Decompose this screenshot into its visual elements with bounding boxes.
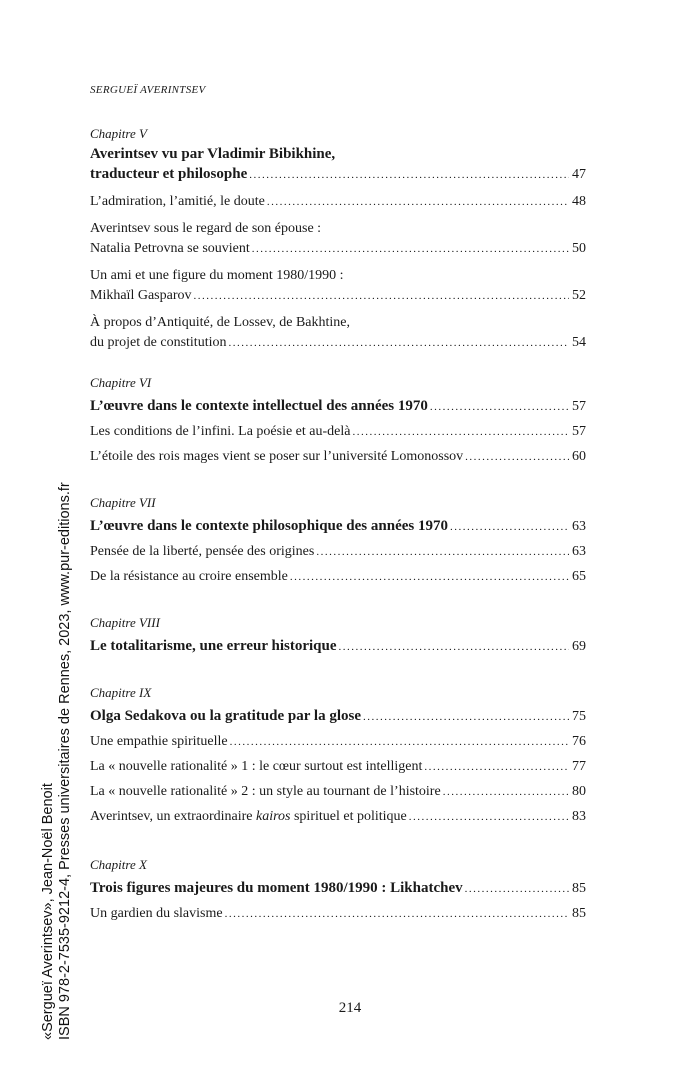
copyright-side-note [40,482,74,1040]
page-ref: 47 [572,167,586,182]
toc-entry-chapter-title[interactable] [90,396,586,417]
page-ref: 80 [572,784,586,799]
toc-entry[interactable] [90,447,586,467]
section-title-line: Natalia Petrovna se souvient [90,241,250,256]
dot-leader [230,732,569,752]
page-number: 214 [338,1000,362,1016]
toc-entry[interactable] [90,239,586,259]
toc-entry[interactable] [90,782,586,802]
chapter-label: Chapitre VIII [90,615,160,630]
dot-leader [409,807,569,827]
chapter-title: Olga Sedakova ou la gratitude par la glose [90,708,361,724]
dot-leader [252,239,569,259]
dot-leader [339,637,570,657]
dot-leader [225,904,569,924]
toc-entry[interactable] [90,542,586,562]
page-ref: 65 [572,569,586,584]
chapter-label: Chapitre VII [90,495,156,510]
section-title: De la résistance au croire ensemble [90,569,288,584]
toc-entry[interactable] [90,286,586,306]
dot-leader [465,447,569,467]
dot-leader [363,707,569,727]
section-title-line: du projet de constitution [90,335,227,350]
section-title: Les conditions de l’infini. La poésie et au-delà [90,424,351,439]
dot-leader [267,192,569,212]
chapter-title-line: traducteur et philosophe [90,166,248,182]
chapter-7 [90,493,586,587]
page-ref: 63 [572,519,586,534]
chapter-title: L’œuvre dans le contexte philosophique des années 1970 [90,518,448,534]
page-ref: 63 [572,544,586,559]
page-ref: 54 [572,335,586,350]
dot-leader [424,757,569,777]
page-ref: 76 [572,734,586,749]
dot-leader [443,782,569,802]
dot-leader [450,517,569,537]
dot-leader [352,422,569,442]
toc-entry-chapter-title[interactable] [90,516,586,537]
dot-leader [193,286,569,306]
section-title: L’étoile des rois mages vient se poser sur l’université Lomonossov [90,449,464,464]
dot-leader [290,567,569,587]
page-ref: 52 [572,288,586,303]
toc-entry[interactable] [90,807,586,827]
toc-entry[interactable] [90,757,586,777]
page-ref: 85 [572,906,586,921]
toc-entry-chapter-title[interactable] [90,706,586,727]
toc-entry[interactable] [90,732,586,752]
page-ref: 57 [572,399,586,414]
running-head: SERGUEÏ AVERINTSEV [90,84,206,96]
chapter-6 [90,373,586,467]
section-title: La « nouvelle rationalité » 1 : le cœur surtout est intelligent [90,759,423,774]
section-title-line: À propos d’Antiquité, de Lossev, de Bakhtine, [90,315,350,330]
page-ref: 57 [572,424,586,439]
chapter-5 [90,124,586,353]
dot-leader [249,165,569,185]
section-title-part: Averintsev, un extraordinaire [90,809,256,824]
dot-leader [430,397,569,417]
section-title-italic: kairos [256,809,291,824]
toc-entry-chapter-title[interactable] [90,878,586,899]
chapter-title-line: Averintsev vu par Vladimir Bibikhine, [90,146,336,162]
section-title-line: Averintsev sous le regard de son épouse : [90,221,322,236]
page-ref: 85 [572,881,586,896]
chapter-10 [90,855,586,924]
section-title: Une empathie spirituelle [90,734,228,749]
section-title-part: spirituel et politique [290,809,407,824]
toc-entry[interactable] [90,567,586,587]
section-title: La « nouvelle rationalité » 2 : un style au tournant de l’histoire [90,784,441,799]
section-title: Un gardien du slavisme [90,906,223,921]
dot-leader [228,333,569,353]
toc-entry[interactable] [90,422,586,442]
section-title-line: Un ami et une figure du moment 1980/1990 : [90,268,344,283]
page-ref: 77 [572,759,586,774]
side-note-line: «Sergueï Averintsev», Jean-Noël Benoit [40,783,56,1040]
dot-leader [465,879,569,899]
page-ref: 48 [572,194,586,209]
chapter-label: Chapitre VI [90,375,152,390]
page-ref: 75 [572,709,586,724]
toc-entry-chapter-title[interactable] [90,636,586,657]
section-title-line: Mikhaïl Gasparov [90,288,192,303]
toc-entry[interactable] [90,333,586,353]
toc-entry-chapter-title[interactable] [90,164,586,185]
chapter-title: L’œuvre dans le contexte intellectuel des années 1970 [90,398,428,414]
chapter-title: Le totalitarisme, une erreur historique [90,638,337,654]
page-ref: 83 [572,809,586,824]
page-ref: 50 [572,241,586,256]
section-title: L’admiration, l’amitié, le doute [90,194,265,209]
page-ref: 69 [572,639,586,654]
chapter-9 [90,683,586,827]
section-title: Pensée de la liberté, pensée des origines [90,544,315,559]
chapter-label: Chapitre IX [90,685,152,700]
toc-entry[interactable] [90,192,586,212]
page-ref: 60 [572,449,586,464]
section-title [90,807,407,827]
side-note-line: ISBN 978-2-7535-9212-4, Presses universitaires de Rennes, 2023, www.pur-editions.fr [57,482,73,1040]
toc-entry[interactable] [90,904,586,924]
dot-leader [316,542,569,562]
chapter-8 [90,613,586,657]
chapter-label: Chapitre V [90,126,147,141]
chapter-label: Chapitre X [90,857,147,872]
chapter-title: Trois figures majeures du moment 1980/1990 : Likhatchev [90,880,463,896]
